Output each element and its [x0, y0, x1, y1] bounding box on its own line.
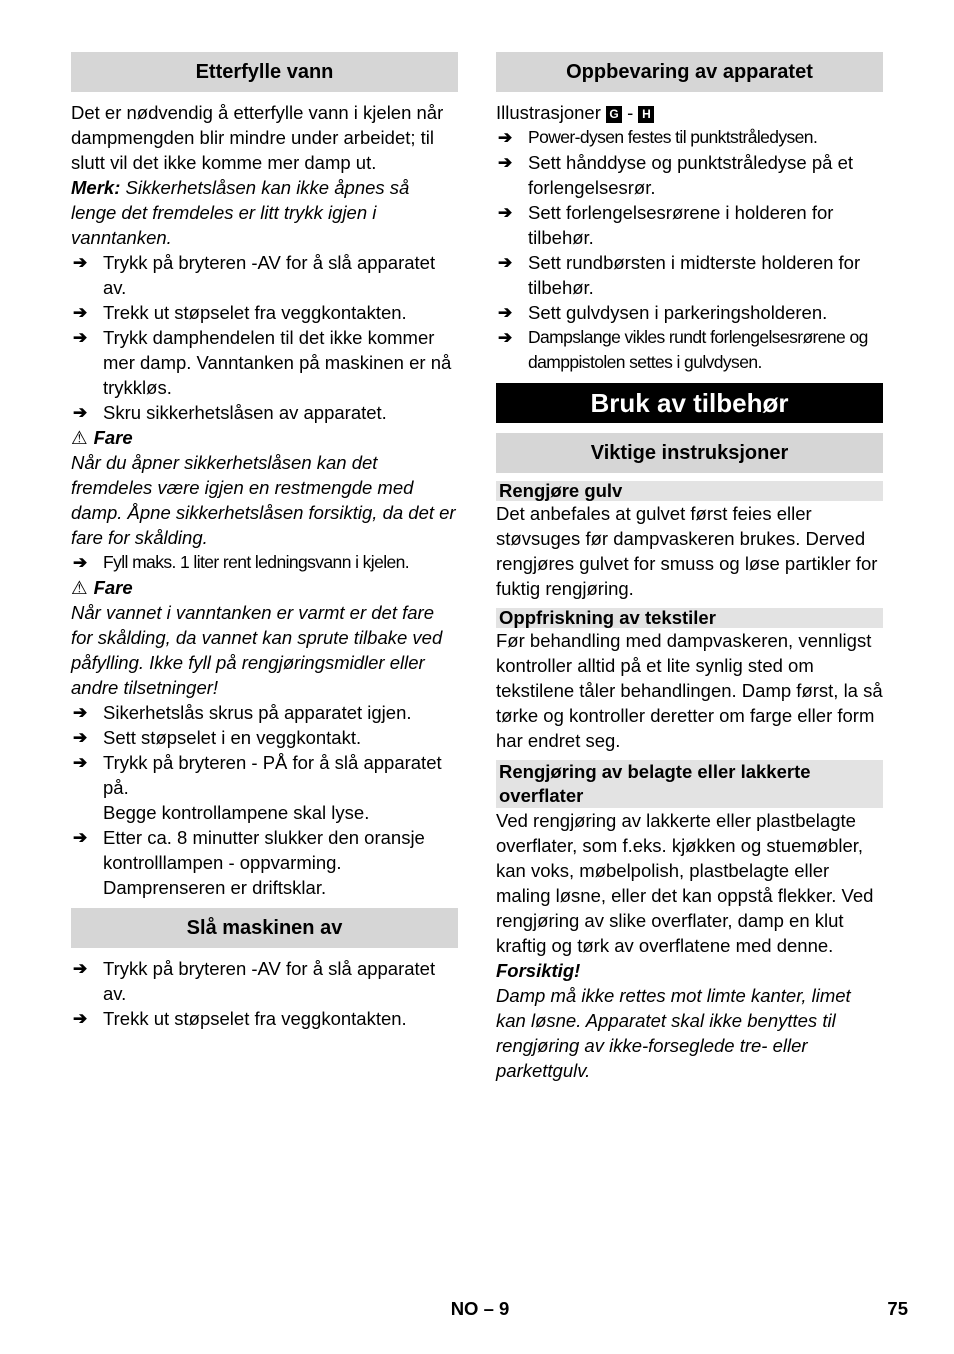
list-item: [496, 300, 883, 325]
figure-badge-to: H: [638, 106, 654, 123]
figure-badge-from: G: [606, 106, 622, 123]
left-column: [71, 52, 458, 1031]
list-item-text: Power-dysen festes til punktstråledysen.: [528, 127, 818, 147]
list-item-text: Trekk ut støpselet fra veggkontakten.: [103, 1008, 407, 1029]
warning-label: Fare: [93, 427, 133, 448]
arrow-right-icon: ➔: [73, 728, 88, 747]
arrow-right-icon: ➔: [498, 203, 513, 222]
subheading-belagte-overflater: Rengjøring av belagte eller lakkerte overflater: [496, 760, 883, 808]
list-item-text: Begge kontrollampene skal lyse.: [103, 802, 370, 823]
list-item-text: Etter ca. 8 minutter slukker den oransje kontrolllampen - oppvarming. Damprenseren er driftsklar.: [103, 827, 425, 898]
refill-steps-2: [71, 700, 458, 900]
list-item-text: Fyll maks. 1 liter rent ledningsvann i kjelen.: [103, 552, 410, 572]
list-item: [71, 725, 458, 750]
list-item-text: Sett forlengelsesrørene i holderen for tilbehør.: [528, 202, 834, 248]
list-item: [71, 750, 458, 800]
list-item: [71, 325, 458, 400]
warning-triangle-icon: ⚠: [71, 427, 88, 448]
list-item-text: Trykk på bryteren -AV for å slå apparatet av.: [103, 252, 436, 298]
list-item-text: Sett hånddyse og punktstråledyse på et forlengelsesrør.: [528, 152, 853, 198]
list-item-text: Trykk damphendelen til det ikke kommer mer damp. Vanntanken på maskinen er nå trykkløs.: [103, 327, 452, 398]
paragraph-rengjore-gulv: Det anbefales at gulvet først feies eller støvsuges før dampvaskeren brukes. Derved rengjøres gulvet for smuss og løse partikler for fuktig rengjøring.: [496, 503, 878, 599]
subheading-rengjore-gulv: Rengjøre gulv: [496, 481, 883, 501]
refill-steps-1: [71, 250, 458, 425]
section-heading-bruk-av-tilbehor: Bruk av tilbehør: [496, 383, 883, 423]
list-item: [496, 325, 883, 375]
arrow-right-icon: ➔: [498, 128, 512, 147]
list-item: [71, 700, 458, 725]
paragraph-belagte-overflater: Ved rengjøring av lakkerte eller plastbelagte overflater, som f.eks. kjøkken og stuemøbler, kan voks, møbelpolish, plastbelagte eller maling løsne, eller det kan oppstå flekker. Ved rengjøring av slike overflater, damp en klut kraftig og tørk av overflatene med denne.: [496, 810, 874, 956]
storage-steps: [496, 125, 883, 375]
arrow-right-icon: ➔: [73, 828, 88, 847]
arrow-right-icon: ➔: [73, 703, 88, 722]
list-item-text: Skru sikkerhetslåsen av apparatet.: [103, 402, 387, 423]
list-item: [71, 825, 458, 900]
list-item: [496, 250, 883, 300]
list-item: [71, 1006, 458, 1031]
right-column: [496, 52, 883, 1083]
arrow-right-icon: ➔: [73, 303, 88, 322]
list-item-text: Sett støpselet i en veggkontakt.: [103, 727, 362, 748]
list-item-text: Trykk på bryteren -AV for å slå apparatet av.: [103, 958, 436, 1004]
list-item-text: Sett rundbørsten i midterste holderen for tilbehør.: [528, 252, 861, 298]
caution-label: Forsiktig!: [496, 960, 581, 981]
list-item: [496, 150, 883, 200]
power-off-steps: [71, 956, 458, 1031]
warning-triangle-icon: ⚠: [71, 577, 88, 598]
list-item-text: Sett gulvdysen i parkeringsholderen.: [528, 302, 828, 323]
arrow-right-icon: ➔: [73, 753, 88, 772]
warning-text-2: Når vannet i vanntanken er varmt er det fare for skålding, da vannet kan sprute tilbake ved påfylling. Ikke fyll på rengjøringsmidler eller andre tilsetninger!: [71, 602, 443, 698]
list-item-text: Trykk på bryteren - PÅ for å slå apparatet på.: [103, 752, 442, 798]
list-item: [496, 200, 883, 250]
footer-page-number: 75: [887, 1298, 908, 1319]
footer-language-page: NO – 9: [450, 1298, 510, 1319]
list-item: [71, 250, 458, 300]
arrow-right-icon: ➔: [498, 303, 513, 322]
illustrations-label: Illustrasjoner: [496, 102, 601, 123]
arrow-right-icon: ➔: [73, 553, 87, 572]
arrow-right-icon: ➔: [73, 959, 88, 978]
merk-note: [71, 175, 458, 250]
warning-text-1: Når du åpner sikkerhetslåsen kan det fremdeles være igjen en restmengde med damp. Åpne sikkerhetslåsen forsiktig, da det er fare for skålding.: [71, 452, 456, 548]
list-item-text: Sikerhetslås skrus på apparatet igjen.: [103, 702, 412, 723]
list-item: [71, 400, 458, 425]
section-heading-oppbevaring: Oppbevaring av apparatet: [496, 52, 883, 92]
section-heading-viktige-instruksjoner: Viktige instruksjoner: [496, 433, 883, 473]
list-item-note: [71, 800, 458, 825]
fill-step: [71, 550, 458, 575]
section-heading-etterfylle-vann: Etterfylle vann: [71, 52, 458, 92]
section-heading-sla-maskinen-av: Slå maskinen av: [71, 908, 458, 948]
illustrations-separator: -: [627, 102, 634, 123]
intro-paragraph: Det er nødvendig å etterfylle vann i kjelen når dampmengden blir mindre under arbeidet; til slutt vil det ikke komme mer damp ut.: [71, 102, 444, 173]
arrow-right-icon: ➔: [498, 328, 512, 347]
illustrations-ref: [496, 100, 883, 125]
warning-heading-2: [71, 575, 458, 600]
caution-text: Damp må ikke rettes mot limte kanter, limet kan løsne. Apparatet skal ikke benyttes til rengjøring av ikke-forseglede tre- eller parkettgulv.: [496, 985, 851, 1081]
warning-heading-1: [71, 425, 458, 450]
arrow-right-icon: ➔: [73, 253, 88, 272]
merk-text: Sikkerhetslåsen kan ikke åpnes så lenge det fremdeles er litt trykk igjen i vanntanken.: [71, 177, 410, 248]
list-item: [71, 300, 458, 325]
subheading-oppfriskning: Oppfriskning av tekstiler: [496, 608, 883, 628]
list-item-text: Trekk ut støpselet fra veggkontakten.: [103, 302, 407, 323]
list-item: [496, 125, 883, 150]
list-item-text: Dampslange vikles rundt forlengelsesrørene og damppistolen settes i gulvdysen.: [528, 327, 868, 372]
list-item: [71, 956, 458, 1006]
arrow-right-icon: ➔: [73, 403, 88, 422]
arrow-right-icon: ➔: [498, 253, 513, 272]
warning-label: Fare: [93, 577, 133, 598]
arrow-right-icon: ➔: [73, 328, 88, 347]
arrow-right-icon: ➔: [498, 153, 513, 172]
arrow-right-icon: ➔: [73, 1009, 88, 1028]
merk-label: Merk:: [71, 177, 121, 198]
paragraph-oppfriskning: Før behandling med dampvaskeren, vennligst kontroller alltid på et lite synlig sted om tekstilene tåler behandlingen. Damp først, la så tørke og kontroller deretter om farge eller form har endret seg.: [496, 630, 883, 751]
